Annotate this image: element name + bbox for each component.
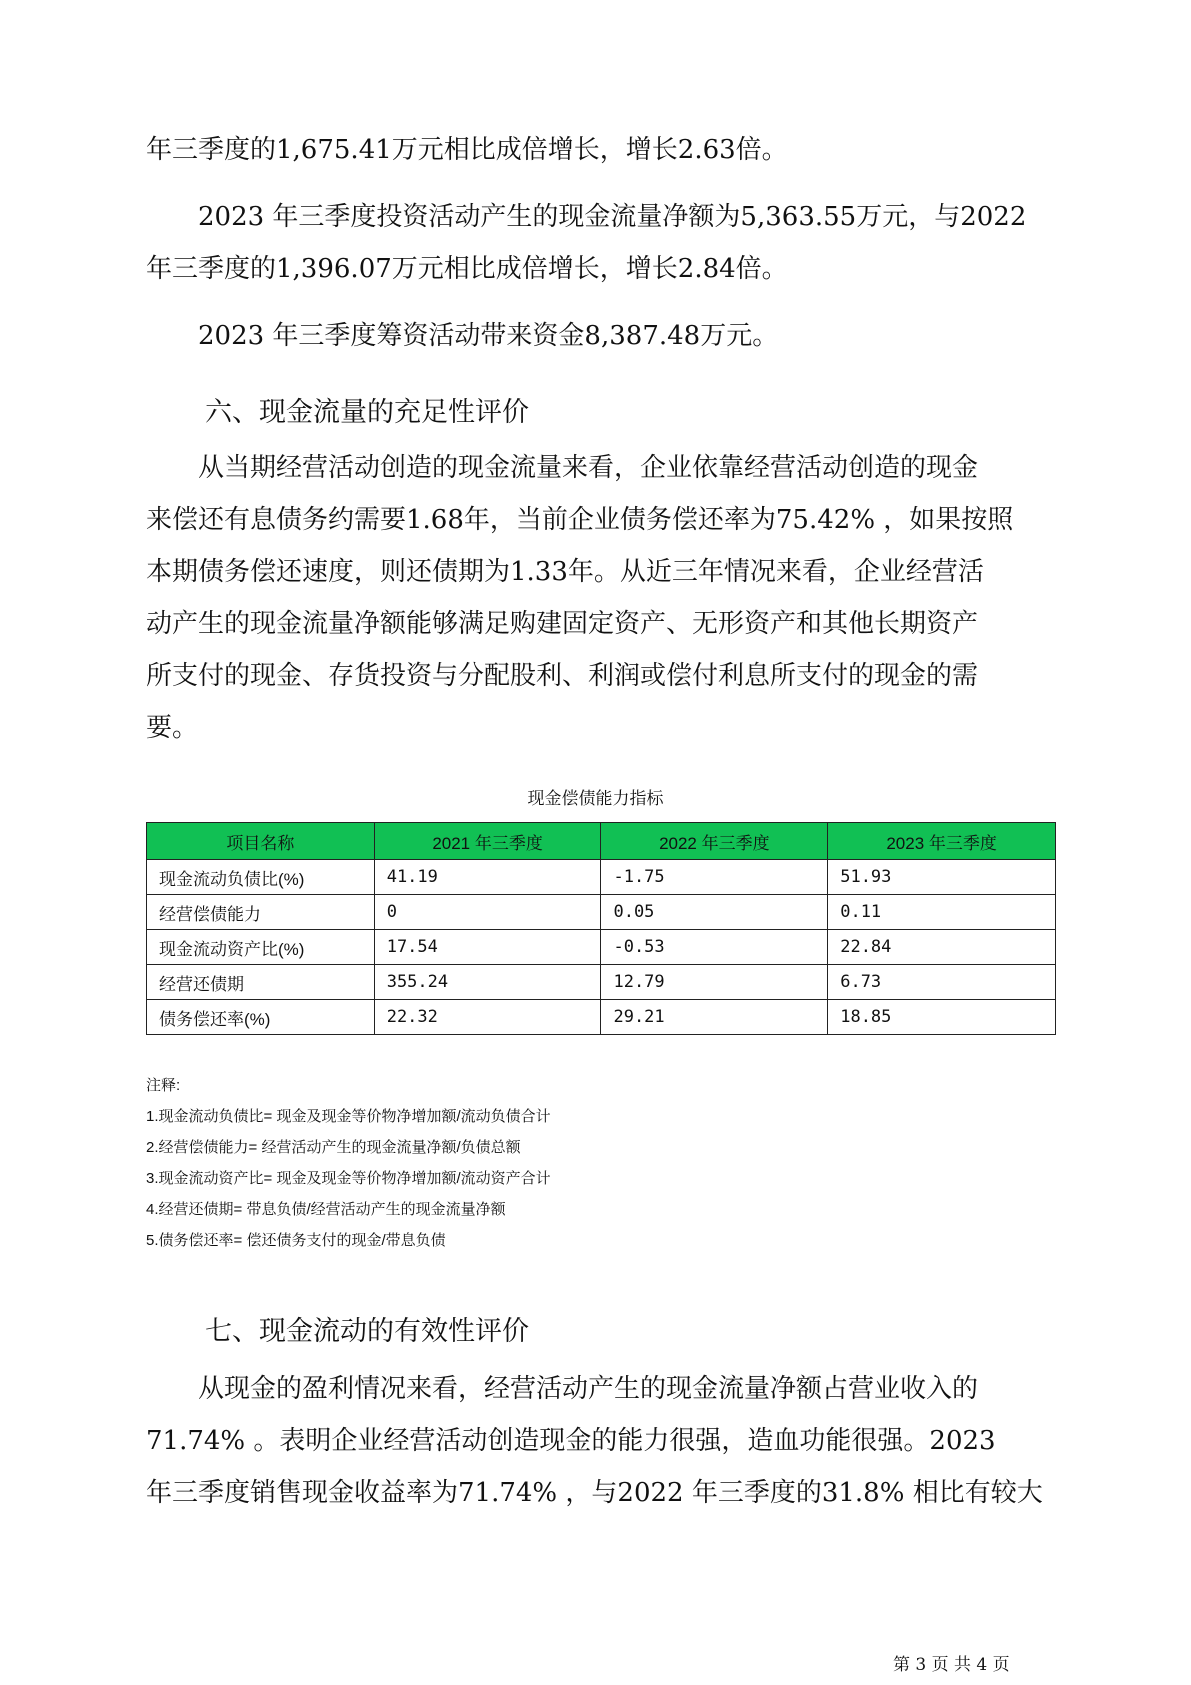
text-line: 年三季度销售现金收益率为71.74% ，与2022 年三季度的31.8% 相比有较大 bbox=[146, 1478, 1043, 1508]
table-cell: 12.79 bbox=[601, 965, 828, 1000]
page-number-footer: 第 3 页 共 4 页 bbox=[893, 1655, 1010, 1675]
note-item: 5.债务偿还率= 偿还债务支付的现金/带息负债 bbox=[146, 1232, 446, 1249]
table-cell-item: 债务偿还率(%) bbox=[147, 1000, 375, 1035]
text-line: 2023 年三季度筹资活动带来资金8,387.48万元。 bbox=[198, 321, 779, 351]
note-item: 2.经营偿债能力= 经营活动产生的现金流量净额/负债总额 bbox=[146, 1139, 521, 1156]
table-caption: 现金偿债能力指标 bbox=[527, 789, 664, 808]
notes-title: 注释: bbox=[146, 1077, 181, 1094]
note-item: 1.现金流动负债比= 现金及现金等价物净增加额/流动负债合计 bbox=[146, 1108, 551, 1125]
table-cell: 0.05 bbox=[601, 895, 828, 930]
table-cell-item: 经营还债期 bbox=[147, 965, 375, 1000]
text-line: 动产生的现金流量净额能够满足购建固定资产、无形资产和其他长期资产 bbox=[146, 609, 979, 639]
table-row bbox=[147, 860, 1056, 895]
text-line: 来偿还有息债务约需要1.68年，当前企业债务偿还率为75.42% ，如果按照 bbox=[146, 505, 1014, 535]
text-line: 要。 bbox=[146, 713, 199, 743]
section7-paragraph bbox=[146, 1363, 1052, 1519]
table-cell: 0 bbox=[374, 895, 601, 930]
text-line: 71.74% 。表明企业经营活动创造现金的能力很强，造血功能很强。2023 bbox=[146, 1426, 996, 1456]
table-cell: 22.84 bbox=[828, 930, 1056, 965]
table-cell: 51.93 bbox=[828, 860, 1056, 895]
table-cell: 22.32 bbox=[374, 1000, 601, 1035]
table-header-cell: 2022 年三季度 bbox=[601, 823, 828, 860]
table-row bbox=[147, 965, 1056, 1000]
table-row bbox=[147, 895, 1056, 930]
cash-solvency-table bbox=[146, 822, 1056, 1035]
paragraph-operating-growth bbox=[146, 124, 1052, 176]
note-item: 4.经营还债期= 带息负债/经营活动产生的现金流量净额 bbox=[146, 1201, 506, 1218]
text-line: 从现金的盈利情况来看，经营活动产生的现金流量净额占营业收入的 bbox=[198, 1374, 979, 1404]
text-line: 本期债务偿还速度，则还债期为1.33年。从近三年情况来看，企业经营活 bbox=[146, 557, 984, 587]
table-row bbox=[147, 930, 1056, 965]
text-line: 年三季度的1,396.07万元相比成倍增长，增长2.84倍。 bbox=[146, 254, 788, 284]
table-cell: 18.85 bbox=[828, 1000, 1056, 1035]
section6-paragraph bbox=[146, 442, 1052, 754]
note-item: 3.现金流动资产比= 现金及现金等价物净增加额/流动资产合计 bbox=[146, 1170, 551, 1187]
table-cell-item: 现金流动资产比(%) bbox=[147, 930, 375, 965]
text-line: 年三季度的1,675.41万元相比成倍增长，增长2.63倍。 bbox=[146, 135, 788, 165]
text-line: 所支付的现金、存货投资与分配股利、利润或偿付利息所支付的现金的需 bbox=[146, 661, 979, 691]
table-header-cell: 2023 年三季度 bbox=[828, 823, 1056, 860]
table-header-cell: 项目名称 bbox=[147, 823, 375, 860]
table-cell: 6.73 bbox=[828, 965, 1056, 1000]
paragraph-financing-cashflow bbox=[146, 310, 1052, 362]
table-cell: 355.24 bbox=[374, 965, 601, 1000]
table-cell: -1.75 bbox=[601, 860, 828, 895]
text-line: 从当期经营活动创造的现金流量来看，企业依靠经营活动创造的现金 bbox=[198, 453, 979, 483]
table-row bbox=[147, 1000, 1056, 1035]
section7-heading: 七、现金流动的有效性评价 bbox=[205, 1316, 529, 1347]
notes-block bbox=[146, 1070, 551, 1256]
table-cell: 0.11 bbox=[828, 895, 1056, 930]
table-cell: 17.54 bbox=[374, 930, 601, 965]
table-cell: -0.53 bbox=[601, 930, 828, 965]
paragraph-investing-cashflow bbox=[146, 191, 1052, 295]
section6-heading: 六、现金流量的充足性评价 bbox=[205, 397, 529, 428]
text-line: 2023 年三季度投资活动产生的现金流量净额为5,363.55万元，与2022 bbox=[198, 202, 1027, 232]
table-header-row bbox=[147, 823, 1056, 860]
table-cell: 29.21 bbox=[601, 1000, 828, 1035]
table-cell: 41.19 bbox=[374, 860, 601, 895]
table-header-cell: 2021 年三季度 bbox=[374, 823, 601, 860]
table-cell-item: 现金流动负债比(%) bbox=[147, 860, 375, 895]
table-cell-item: 经营偿债能力 bbox=[147, 895, 375, 930]
